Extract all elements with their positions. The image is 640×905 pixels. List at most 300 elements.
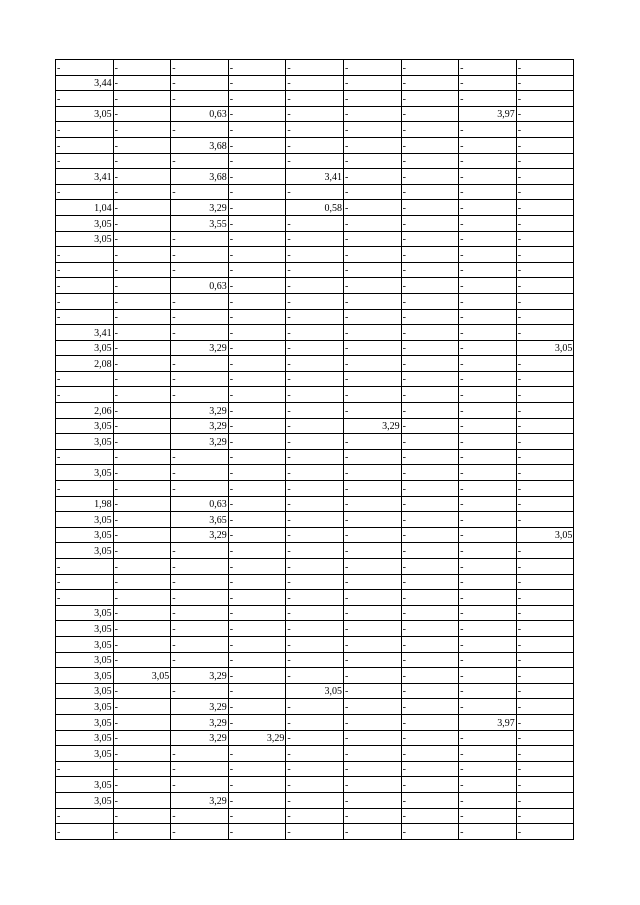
table-cell: - [228,808,286,824]
table-cell: - [228,683,286,699]
table-row [56,309,574,325]
table-cell: - [516,387,574,403]
table-cell: - [171,543,229,559]
table-cell: - [343,683,401,699]
table-cell: - [343,746,401,762]
table-cell: - [401,434,459,450]
table-row [56,137,574,153]
table-cell: - [228,371,286,387]
table-cell: - [459,605,517,621]
table-cell: - [459,75,517,91]
table-cell: - [459,137,517,153]
table-row [56,512,574,528]
table-cell: - [343,403,401,419]
table-cell: - [516,449,574,465]
table-cell: - [228,122,286,138]
table-cell: 3,29 [171,418,229,434]
table-cell: - [401,481,459,497]
table-cell: - [228,403,286,419]
table-cell: - [343,371,401,387]
table-cell: 2,06 [56,403,114,419]
table-cell: - [459,699,517,715]
table-cell: - [286,808,344,824]
table-cell: 3,05 [286,683,344,699]
table-cell: - [459,746,517,762]
table-cell: - [343,340,401,356]
table-cell: - [113,449,171,465]
table-cell: 3,29 [171,730,229,746]
table-cell: - [459,621,517,637]
table-cell: - [228,356,286,372]
table-cell: - [286,496,344,512]
table-cell: - [516,574,574,590]
table-cell: - [401,449,459,465]
table-cell: 3,05 [56,714,114,730]
table-cell: - [516,169,574,185]
table-cell: - [516,543,574,559]
table-cell: - [343,356,401,372]
table-cell: 3,41 [56,169,114,185]
table-cell: - [228,215,286,231]
table-row [56,761,574,777]
table-cell: - [516,200,574,216]
table-cell: 3,29 [343,418,401,434]
table-cell: 3,05 [516,340,574,356]
table-cell: - [113,122,171,138]
table-cell: - [56,574,114,590]
table-cell: 3,44 [56,75,114,91]
table-cell: - [516,60,574,76]
table-row [56,699,574,715]
table-cell: - [401,714,459,730]
table-cell: - [113,559,171,575]
table-cell: - [56,808,114,824]
table-row [56,371,574,387]
table-cell: - [286,91,344,107]
table-cell: - [286,122,344,138]
table-row [56,590,574,606]
table-cell: - [113,714,171,730]
table-cell: - [171,122,229,138]
table-cell: - [401,403,459,419]
table-cell: - [516,496,574,512]
table-cell: - [401,699,459,715]
table-cell: - [113,418,171,434]
table-cell: - [401,824,459,840]
table-cell: - [171,325,229,341]
table-cell: - [113,652,171,668]
table-cell: - [228,262,286,278]
table-cell: - [113,792,171,808]
table-cell: - [516,356,574,372]
table-cell: - [228,714,286,730]
table-cell: - [171,387,229,403]
table-cell: - [286,714,344,730]
table-cell: - [459,325,517,341]
table-cell: - [113,403,171,419]
data-table [55,59,574,840]
table-cell: 3,05 [56,527,114,543]
table-cell: - [113,621,171,637]
table-cell: 1,04 [56,200,114,216]
table-cell: 3,05 [56,777,114,793]
table-cell: - [113,200,171,216]
table-cell: - [113,746,171,762]
table-cell: - [343,309,401,325]
table-cell: - [56,153,114,169]
table-cell: - [401,184,459,200]
table-cell: - [228,231,286,247]
table-cell: - [343,153,401,169]
table-cell: 3,41 [286,169,344,185]
table-cell: - [516,668,574,684]
table-row [56,387,574,403]
table-cell: - [228,699,286,715]
table-cell: - [343,824,401,840]
table-cell: - [516,714,574,730]
table-cell: - [459,512,517,528]
table-cell: - [401,559,459,575]
table-cell: - [459,403,517,419]
table-cell: - [516,106,574,122]
table-cell: - [113,527,171,543]
table-cell: - [459,652,517,668]
table-cell: - [401,106,459,122]
table-row [56,75,574,91]
table-cell: - [516,122,574,138]
table-cell: - [516,746,574,762]
table-cell: - [286,387,344,403]
table-cell: - [343,792,401,808]
table-cell: - [286,668,344,684]
table-cell: 3,65 [171,512,229,528]
table-row [56,808,574,824]
table-cell: - [343,434,401,450]
table-cell: - [113,247,171,263]
table-cell: - [113,434,171,450]
table-cell: - [228,247,286,263]
table-cell: 3,41 [56,325,114,341]
table-cell: - [113,340,171,356]
table-cell: - [459,668,517,684]
table-cell: - [401,387,459,403]
table-cell: 0,63 [171,106,229,122]
table-cell: - [401,496,459,512]
table-cell: - [459,465,517,481]
table-cell: 3,29 [171,699,229,715]
table-cell: - [113,231,171,247]
table-cell: - [228,278,286,294]
table-cell: - [113,75,171,91]
table-cell: - [113,496,171,512]
table-cell: - [171,153,229,169]
table-cell: - [401,512,459,528]
table-cell: - [401,746,459,762]
table-cell: - [286,340,344,356]
table-cell: - [401,777,459,793]
table-cell: - [401,574,459,590]
table-cell: - [286,434,344,450]
table-cell: - [286,325,344,341]
table-cell: - [343,200,401,216]
table-cell: - [286,60,344,76]
table-cell: - [113,777,171,793]
table-cell: - [113,262,171,278]
table-cell: - [343,543,401,559]
table-cell: - [459,824,517,840]
table-cell: - [228,169,286,185]
table-cell: - [113,808,171,824]
table-cell: 3,05 [56,621,114,637]
table-cell: - [286,309,344,325]
table-cell: - [459,777,517,793]
table-cell: - [401,91,459,107]
table-cell: - [459,527,517,543]
table-cell: - [56,184,114,200]
table-cell: - [228,200,286,216]
table-cell: 3,05 [56,699,114,715]
table-cell: - [113,215,171,231]
table-row [56,200,574,216]
table-cell: - [228,543,286,559]
table-cell: - [516,761,574,777]
table-row [56,60,574,76]
table-cell: - [516,465,574,481]
table-cell: - [228,60,286,76]
table-cell: - [171,356,229,372]
table-cell: - [401,761,459,777]
table-cell: - [113,106,171,122]
table-row [56,278,574,294]
table-cell: - [113,387,171,403]
table-cell: - [459,215,517,231]
table-cell: - [343,777,401,793]
table-cell: - [286,278,344,294]
table-cell: - [113,293,171,309]
table-cell: - [459,91,517,107]
table-cell: - [401,60,459,76]
table-cell: - [516,792,574,808]
table-cell: - [113,309,171,325]
table-cell: - [343,169,401,185]
table-cell: - [516,481,574,497]
table-cell: 3,97 [459,106,517,122]
table-row [56,668,574,684]
table-cell: - [286,356,344,372]
table-cell: - [113,184,171,200]
table-cell: - [113,512,171,528]
table-row [56,792,574,808]
table-cell: - [228,824,286,840]
table-cell: - [516,590,574,606]
table-cell: - [286,75,344,91]
table-cell: - [401,309,459,325]
table-cell: - [401,325,459,341]
table-cell: - [401,652,459,668]
table-row [56,621,574,637]
table-cell: 3,05 [56,512,114,528]
table-cell: - [401,262,459,278]
table-row [56,325,574,341]
table-cell: - [56,449,114,465]
table-cell: - [286,137,344,153]
table-cell: - [56,824,114,840]
table-cell: - [171,559,229,575]
table-cell: - [286,403,344,419]
table-cell: - [459,683,517,699]
table-cell: - [113,169,171,185]
table-cell: - [516,559,574,575]
table-cell: - [56,590,114,606]
table-cell: - [113,605,171,621]
table-cell: - [459,122,517,138]
table-cell: - [401,543,459,559]
table-cell: - [343,668,401,684]
table-cell: 3,05 [56,434,114,450]
table-cell: - [113,699,171,715]
table-cell: - [401,465,459,481]
table-cell: - [516,621,574,637]
table-cell: - [459,418,517,434]
table-cell: - [113,730,171,746]
table-cell: - [401,371,459,387]
table-cell: 3,05 [56,683,114,699]
table-cell: - [286,262,344,278]
table-row [56,184,574,200]
table-cell: - [516,371,574,387]
table-cell: - [459,340,517,356]
table-cell: - [343,559,401,575]
table-cell: 1,98 [56,496,114,512]
table-cell: - [516,418,574,434]
table-cell: - [516,636,574,652]
table-cell: - [343,465,401,481]
table-cell: - [459,200,517,216]
table-cell: - [286,215,344,231]
table-cell: - [459,231,517,247]
table-cell: - [286,746,344,762]
table-cell: - [343,106,401,122]
table-cell: - [228,340,286,356]
table-row [56,122,574,138]
table-cell: - [459,808,517,824]
table-cell: - [343,636,401,652]
table-cell: - [401,137,459,153]
table-row [56,340,574,356]
table-cell: - [286,449,344,465]
table-cell: - [286,153,344,169]
table-cell: - [171,371,229,387]
table-cell: - [516,247,574,263]
table-cell: - [113,325,171,341]
table-cell: - [171,309,229,325]
table-cell: 3,05 [56,792,114,808]
table-cell: - [228,434,286,450]
table-cell: 3,05 [56,543,114,559]
table-row [56,559,574,575]
table-cell: - [56,371,114,387]
table-cell: - [228,746,286,762]
table-cell: - [171,481,229,497]
table-cell: - [171,60,229,76]
table-cell: - [286,699,344,715]
table-row [56,356,574,372]
table-cell: 0,63 [171,278,229,294]
table-cell: - [286,543,344,559]
table-cell: - [228,512,286,528]
table-cell: - [171,824,229,840]
table-cell: - [516,231,574,247]
table-cell: - [459,278,517,294]
table-cell: - [401,636,459,652]
table-cell: - [459,449,517,465]
table-cell: - [171,465,229,481]
table-cell: - [286,247,344,263]
table-cell: - [343,60,401,76]
table-cell: - [228,559,286,575]
table-cell: - [113,761,171,777]
table-cell: - [228,106,286,122]
table-cell: - [343,215,401,231]
table-cell: - [459,481,517,497]
table-cell: - [459,153,517,169]
table-body [56,60,574,840]
table-cell: - [286,371,344,387]
table-cell: - [228,153,286,169]
table-cell: - [171,621,229,637]
table-row [56,215,574,231]
table-cell: - [228,137,286,153]
table-cell: - [113,91,171,107]
table-cell: - [343,621,401,637]
table-cell: - [56,278,114,294]
table-cell: - [401,153,459,169]
table-cell: - [516,215,574,231]
table-row [56,169,574,185]
table-cell: 3,05 [56,605,114,621]
table-cell: - [113,824,171,840]
table-cell: - [286,106,344,122]
table-row [56,543,574,559]
table-cell: - [343,247,401,263]
table-cell: - [401,340,459,356]
table-cell: - [401,169,459,185]
table-cell: - [459,636,517,652]
table-cell: - [171,605,229,621]
table-cell: - [401,293,459,309]
table-cell: - [459,387,517,403]
table-row [56,605,574,621]
table-cell: - [286,231,344,247]
table-row [56,418,574,434]
table-cell: - [286,792,344,808]
table-cell: - [228,621,286,637]
table-cell: - [56,122,114,138]
table-cell: - [459,792,517,808]
table-cell: - [459,590,517,606]
table-cell: - [343,449,401,465]
table-cell: - [113,465,171,481]
table-row [56,293,574,309]
table-cell: - [286,636,344,652]
table-cell: - [228,481,286,497]
table-cell: - [343,730,401,746]
table-cell: - [516,699,574,715]
table-cell: - [113,60,171,76]
table-cell: - [286,574,344,590]
table-cell: 3,29 [171,403,229,419]
table-cell: - [286,730,344,746]
